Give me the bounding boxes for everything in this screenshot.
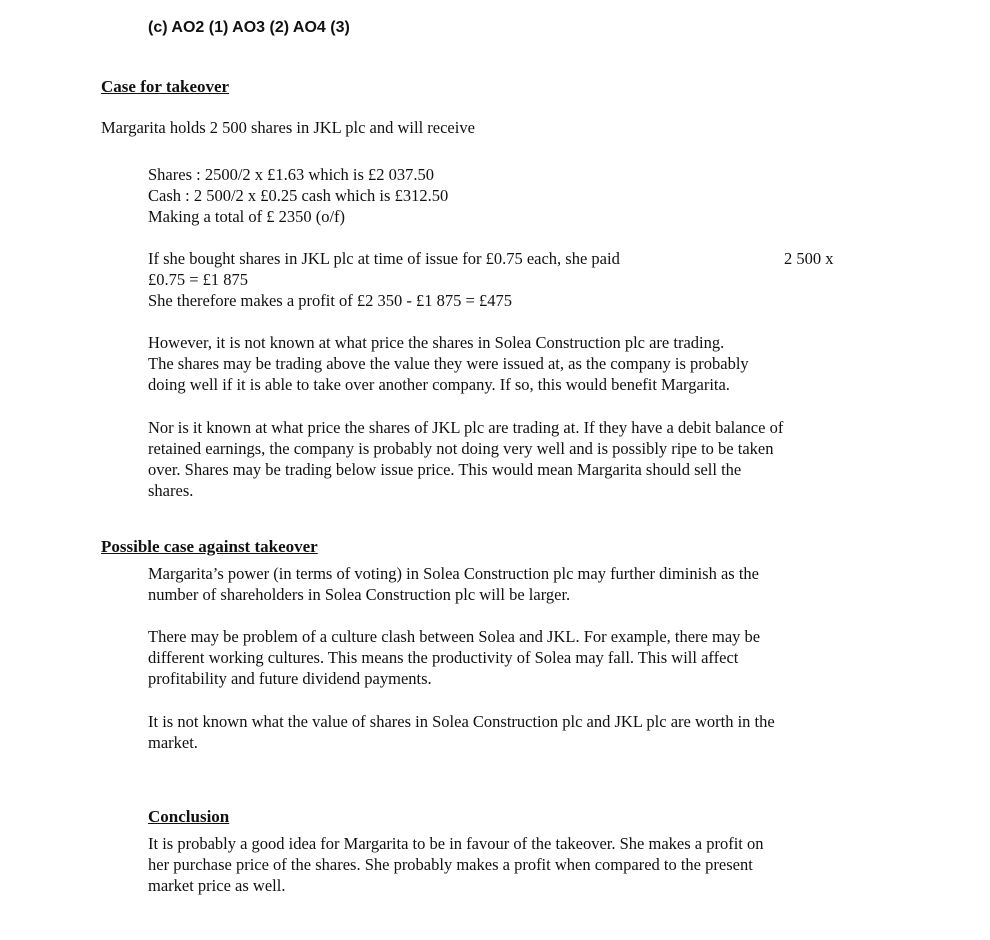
- share-value-paragraph: It is not known what the value of shares in Solea Construction plc and JKL plc are worth in the market.: [148, 712, 775, 752]
- solea-share-price-paragraph: However, it is not known at what price the shares in Solea Construction plc are trading. The shares may be trading above the value they were issued at, as the company is probably doing well if it is able to take over another company. If so, this would benefit Margarita.: [148, 333, 749, 394]
- purchase-line-right: 2 500 x: [784, 249, 834, 268]
- marks-header: (c) AO2 (1) AO3 (2) AO4 (3): [148, 19, 350, 36]
- voting-power-paragraph: Margarita’s power (in terms of voting) in Solea Construction plc may further diminish as the number of shareholders in Solea Construction plc will be larger.: [148, 564, 759, 604]
- jkl-share-price-paragraph: Nor is it known at what price the shares of JKL plc are trading at. If they have a debit balance of retained earnings, the company is probably not doing very well and is possibly ripe to be taken over. Shares may be trading below issue price. This would mean Margarita should sell the shares.: [148, 418, 784, 500]
- conclusion-heading: Conclusion: [148, 807, 230, 826]
- total-calc-line: Making a total of £ 2350 (o/f): [148, 207, 346, 226]
- purchase-line: If she bought shares in JKL plc at time of issue for £0.75 each, she paid: [148, 249, 620, 268]
- case-for-intro: Margarita holds 2 500 shares in JKL plc and will receive: [101, 118, 475, 137]
- culture-clash-paragraph: There may be problem of a culture clash between Solea and JKL. For example, there may be different working cultures. This means the productivity of Solea may fall. This will affect profitability and future dividend payments.: [148, 627, 761, 688]
- shares-calc-line: Shares : 2500/2 x £1.63 which is £2 037.50: [148, 165, 434, 184]
- case-against-heading: Possible case against takeover: [101, 537, 318, 556]
- calculation-block: [148, 164, 448, 227]
- profit-line: She therefore makes a profit of £2 350 - £1 875 = £475: [148, 291, 512, 310]
- cash-calc-line: Cash : 2 500/2 x £0.25 cash which is £312.50: [148, 186, 449, 205]
- conclusion-paragraph: It is probably a good idea for Margarita to be in favour of the takeover. She makes a profit on her purchase price of the shares. She probably makes a profit when compared to the present market price as well.: [148, 834, 764, 895]
- case-for-heading: Case for takeover: [101, 77, 230, 96]
- purchase-cost-line: £0.75 = £1 875: [148, 270, 249, 289]
